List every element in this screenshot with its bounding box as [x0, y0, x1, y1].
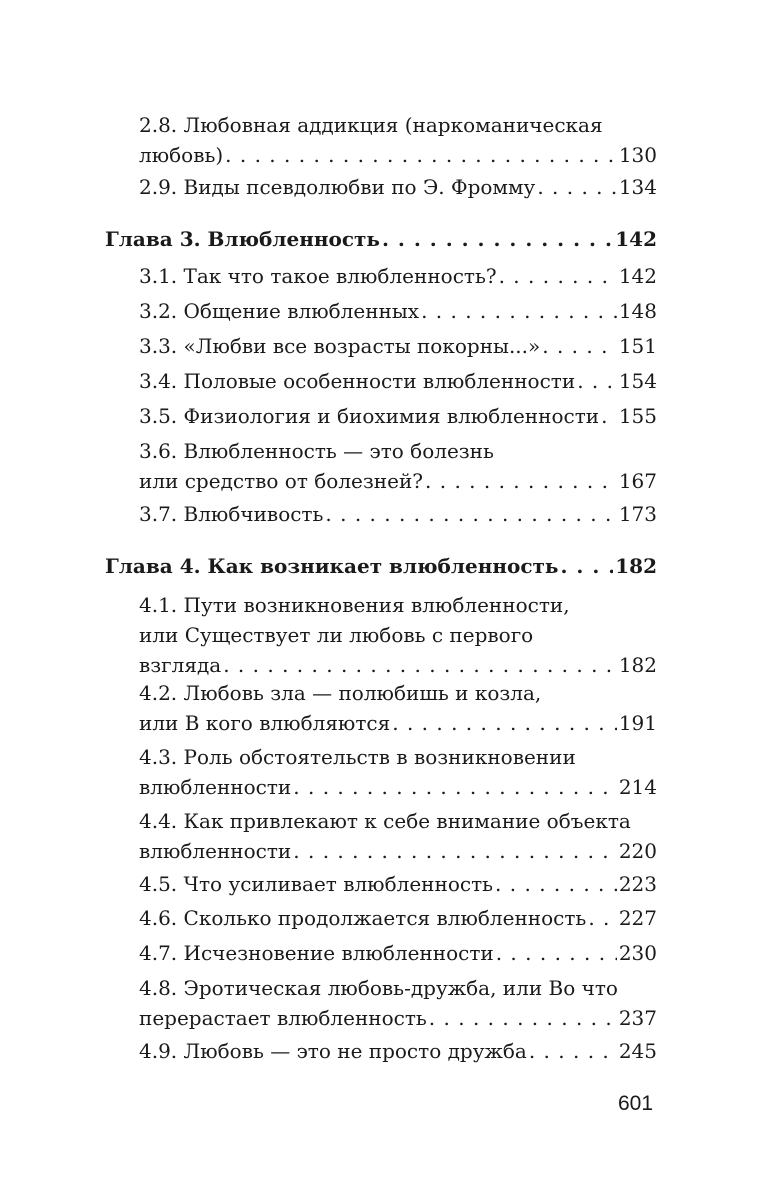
toc-entry-4-6 [139, 903, 657, 933]
toc-entry-title: влюбленности [139, 775, 292, 799]
dot-leader [293, 836, 617, 866]
toc-entry-title: 3.5. Физиология и биохимия влюбленности [139, 404, 600, 428]
toc-entry-3-5 [139, 401, 657, 431]
dot-leader [577, 366, 617, 396]
toc-entry-title: 4.5. Что усиливает влюбленность [139, 872, 494, 896]
dot-leader [293, 772, 617, 802]
toc-entry-title: 3.7. Влюбчивость [139, 502, 324, 526]
toc-entry-line: 2.8. Любовная аддикция (наркоманическая [139, 113, 603, 137]
toc-entry-title: 3.4. Половые особенности влюбленности [139, 369, 576, 393]
toc-entry-4-4 [139, 806, 657, 866]
toc-entry-title: влюбленности [139, 839, 292, 863]
toc-page-number: 154 [618, 369, 657, 393]
toc-chapter-4 [105, 551, 657, 581]
dot-leader [560, 551, 613, 581]
dot-leader [325, 499, 616, 529]
toc-entry-line: 3.6. Влюбленность — это болезнь [139, 439, 494, 463]
dot-leader [425, 466, 617, 496]
toc-page-number: 173 [618, 502, 657, 526]
chapter-title: Глава 4. Как возникает влюбленность [105, 554, 559, 578]
toc-page-number: 182 [615, 554, 657, 578]
dot-leader [223, 650, 617, 680]
toc-entry-line: 4.2. Любовь зла — полюбишь и козла, [139, 681, 542, 705]
toc-page-number: 182 [618, 653, 657, 677]
dot-leader [529, 1036, 617, 1066]
toc-page-number: 191 [618, 711, 657, 735]
toc-entry-4-3 [139, 742, 657, 802]
toc-entry-title: или В кого влюбляются [139, 711, 391, 735]
toc-entry-3-3 [139, 331, 657, 361]
toc-entry-2-8 [139, 110, 657, 170]
dot-leader [225, 140, 617, 170]
dot-leader [601, 401, 617, 431]
dot-leader [496, 938, 617, 968]
toc-entry-3-7 [139, 499, 657, 529]
toc-page-number: 214 [618, 775, 657, 799]
toc-entry-title: 2.9. Виды псевдолюбви по Э. Фромму [139, 175, 536, 199]
dot-leader [499, 261, 617, 291]
toc-entry-3-4 [139, 366, 657, 396]
toc-entry-2-9 [139, 172, 657, 202]
toc-entry-title: взгляда [139, 653, 222, 677]
toc-entry-title: 3.1. Так что такое влюбленность? [139, 264, 497, 288]
toc-entry-3-1 [139, 261, 657, 291]
dot-leader [537, 172, 617, 202]
dot-leader [495, 869, 617, 899]
toc-entry-title: 4.9. Любовь — это не просто дружба [139, 1039, 527, 1063]
toc-page-number: 142 [618, 264, 657, 288]
toc-entry-4-1 [139, 590, 657, 680]
toc-entry-title: 4.7. Исчезновение влюбленности [139, 941, 494, 965]
toc-entry-title: 3.2. Общение влюбленных [139, 299, 420, 323]
toc-page-number: 167 [618, 469, 657, 493]
toc-entry-4-5 [139, 869, 657, 899]
toc-page-number: 148 [618, 299, 657, 323]
chapter-title: Глава 3. Влюбленность [105, 227, 380, 251]
toc-entry-line: 4.3. Роль обстоятельств в возникновении [139, 745, 576, 769]
toc-entry-4-8 [139, 973, 657, 1033]
toc-page-number: 134 [618, 175, 657, 199]
toc-entry-3-6 [139, 436, 657, 496]
toc-entry-line: или Существует ли любовь с первого [139, 623, 534, 647]
dot-leader [429, 1003, 617, 1033]
toc-entry-4-2 [139, 678, 657, 738]
toc-entry-title: 4.6. Сколько продолжается влюбленность [139, 906, 587, 930]
dot-leader [382, 224, 613, 254]
toc-entry-title: любовь) [139, 143, 224, 167]
toc-entry-line: 4.1. Пути возникновения влюбленности, [139, 593, 570, 617]
toc-entry-title: 3.3. «Любви все возрасты покорны...» [139, 334, 541, 358]
toc-entry-title: или средство от болезней? [139, 469, 424, 493]
toc-entry-4-9 [139, 1036, 657, 1066]
dot-leader [542, 331, 617, 361]
toc-entry-line: 4.8. Эротическая любовь-дружба, или Во что [139, 976, 618, 1000]
toc-entry-title: перерастает влюбленность [139, 1006, 427, 1030]
toc-entry-3-2 [139, 296, 657, 326]
toc-page-number: 245 [618, 1039, 657, 1063]
toc-page-number: 155 [618, 404, 657, 428]
dot-leader [392, 708, 617, 738]
toc-page-number: 220 [618, 839, 657, 863]
dot-leader [421, 296, 617, 326]
page-number: 601 [618, 1092, 654, 1115]
toc-entry-line: 4.4. Как привлекают к себе внимание объекта [139, 809, 631, 833]
dot-leader [588, 903, 617, 933]
toc-entry-4-7 [139, 938, 657, 968]
toc-page-number: 142 [615, 227, 657, 251]
toc-chapter-3 [105, 224, 657, 254]
toc-page-number: 130 [618, 143, 657, 167]
toc-page-number: 227 [618, 906, 657, 930]
toc-page-number: 237 [618, 1006, 657, 1030]
toc-page-number: 230 [618, 941, 657, 965]
toc-page-number: 151 [618, 334, 657, 358]
toc-page-number: 223 [618, 872, 657, 896]
